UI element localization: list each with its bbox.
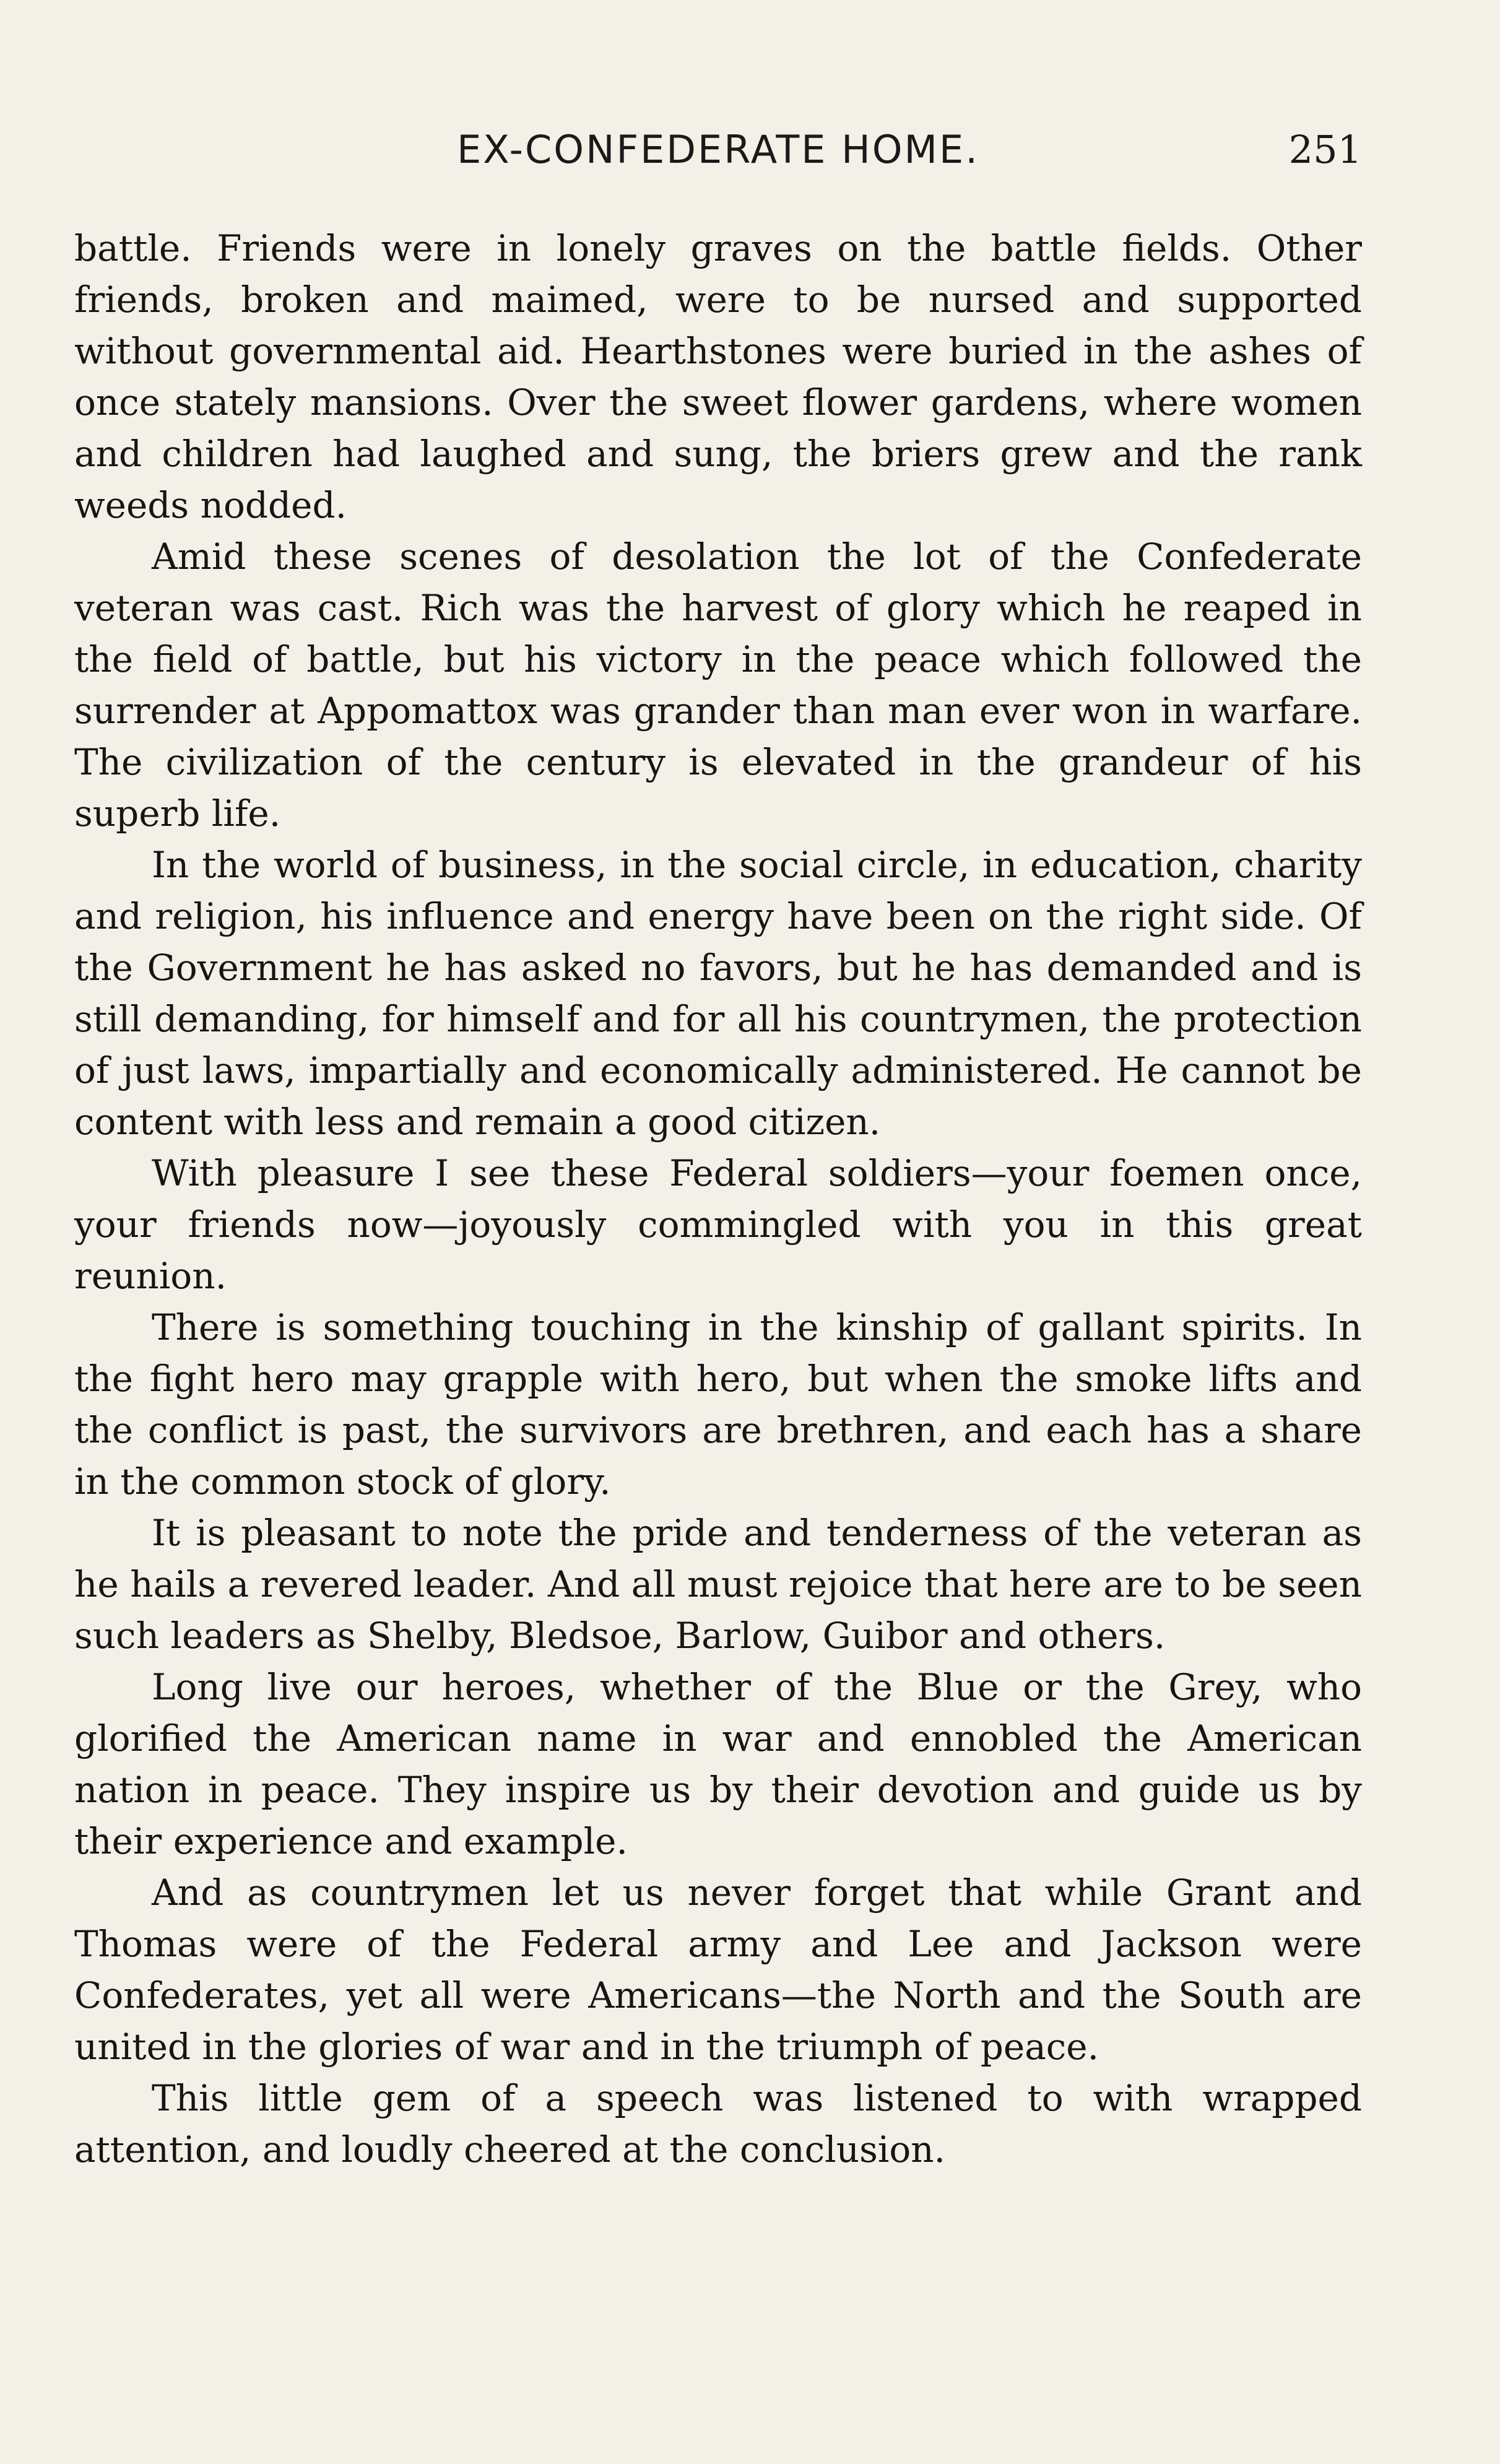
paragraph: This little gem of a speech was listened to with wrapped attention, and loudly cheered at the conclusion. [74,2077,1362,2171]
paragraph: Amid these scenes of desolation the lot of the Confederate veteran was cast. Rich was the harvest of glory which he reaped in the field of battle, but his victory in the peace which followed the surrender at Appomattox was grander than man ever won in warfare. The civilization of the century is elevated in the grandeur of his superb life. [74,536,1362,835]
paragraph: And as countrymen let us never forget that while Grant and Thomas were of the Federal army and Lee and Jackson were Confederates, yet all were Americans—the North and the South are united in the glories of war and in the triumph of peace. [74,1872,1362,2068]
page-header [74,127,1362,195]
body-text [74,223,1362,2176]
paragraph: battle. Friends were in lonely graves on the battle fields. Other friends, broken and maimed, were to be nursed and supported without governmental aid. Hearthstones were buried in the ashes of once stately mansions. Over the sweet flower gardens, where women and children had laughed and sung, the briers grew and the rank weeds nodded. [74,227,1362,526]
paragraph: In the world of business, in the social circle, in education, charity and religion, his influence and energy have been on the right side. Of the Government he has asked no favors, but he has demanded and is still demanding, for himself and for all his countrymen, the protection of just laws, impartially and economically administered. He cannot be content with less and remain a good citizen. [74,844,1362,1143]
paragraph: Long live our heroes, whether of the Blue or the Grey, who glorified the American name in war and ennobled the American nation in peace. They inspire us by their devotion and guide us by their experience and example. [74,1666,1362,1862]
paragraph: It is pleasant to note the pride and tenderness of the veteran as he hails a revered leader. And all must rejoice that here are to be seen such leaders as Shelby, Bledsoe, Barlow, Guibor and others. [74,1512,1362,1657]
paragraph: With pleasure I see these Federal soldiers—your foemen once, your friends now—joyously commingled with you in this great reunion. [74,1152,1362,1297]
paragraph: There is something touching in the kinship of gallant spirits. In the fight hero may grapple with hero, but when the smoke lifts and the conflict is past, the survivors are brethren, and each has a share in the common stock of glory. [74,1306,1362,1503]
running-title: EX-CONFEDERATE HOME. [457,127,979,172]
page-number: 251 [1288,127,1362,172]
